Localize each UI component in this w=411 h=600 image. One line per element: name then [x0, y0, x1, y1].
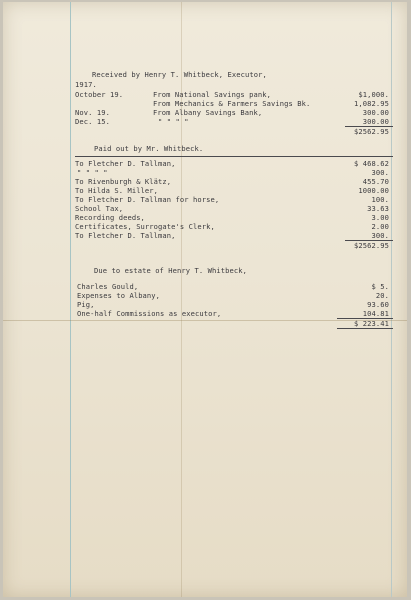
received-row-amount: $1,000.	[358, 90, 389, 99]
received-row-date: October 19.	[75, 90, 124, 99]
paid-row-desc: To Fletcher D. Tallman,	[75, 159, 176, 168]
received-row-amount: 300.00	[362, 117, 389, 126]
due-row-desc: Expenses to Albany,	[77, 291, 161, 300]
paid-row-amount: 33.63	[367, 204, 389, 213]
paid-row-amount: $ 468.62	[354, 159, 389, 168]
received-row-desc: From National Savings pank,	[153, 90, 272, 99]
due-row-amount: 93.60	[367, 300, 389, 309]
paid-row-desc: Certificates, Surrogate's Clerk,	[75, 222, 215, 231]
due-row-amount: 104.81	[362, 309, 389, 318]
received-heading: Received by Henry T. Whitbeck, Executor,	[92, 70, 267, 79]
received-row-amount: 300.00	[362, 108, 389, 117]
due-row-amount: $ 5.	[371, 282, 389, 291]
received-row-desc: " " " "	[158, 117, 189, 126]
due-row-desc: One-half Commissions as executor,	[77, 309, 222, 318]
due-row-desc: Pig,	[77, 300, 95, 309]
received-row-desc: From Mechanics & Farmers Savings Bk.	[153, 99, 311, 108]
paid-heading: Paid out by Mr. Whitbeck.	[94, 144, 204, 153]
paid-row-desc: To Fletcher D. Tallman for horse,	[75, 195, 220, 204]
paid-row-desc: To Hilda S. Miller,	[75, 186, 159, 195]
paid-top-rule	[75, 156, 393, 157]
received-row-desc: From Albany Savings Bank,	[153, 108, 263, 117]
paid-row-amount: 2.00	[371, 222, 389, 231]
received-total: $2562.95	[354, 127, 389, 136]
paid-row-amount: 3.00	[371, 213, 389, 222]
paid-total: $2562.95	[354, 241, 389, 250]
paid-row-amount: 100.	[371, 195, 389, 204]
paid-row-amount: 1000.00	[358, 186, 389, 195]
received-row-date: Nov. 19.	[75, 108, 110, 117]
paid-row-desc: Recording deeds,	[75, 213, 145, 222]
due-row-desc: Charles Gould,	[77, 282, 139, 291]
left-margin-line	[70, 2, 71, 597]
paid-row-desc: To Fletcher D. Tallman,	[75, 231, 176, 240]
received-row-date: Dec. 15.	[75, 117, 110, 126]
right-margin-line	[391, 2, 392, 597]
paid-row-amount: 455.70	[362, 177, 389, 186]
due-heading: Due to estate of Henry T. Whitbeck,	[94, 266, 247, 275]
paid-row-desc: " " " "	[77, 168, 108, 177]
due-row-amount: 20.	[375, 291, 389, 300]
paid-row-amount: 300.	[371, 168, 389, 177]
paid-row-amount: 300.	[371, 231, 389, 240]
paid-row-desc: To Rivenburgh & Klätz,	[75, 177, 172, 186]
received-row-amount: 1,082.95	[354, 99, 389, 108]
due-total-underline	[337, 328, 393, 329]
paid-row-desc: School Tax,	[75, 204, 124, 213]
received-year: 1917.	[75, 80, 97, 89]
ledger-sheet	[3, 2, 407, 597]
due-total: $ 223.41	[354, 319, 389, 328]
